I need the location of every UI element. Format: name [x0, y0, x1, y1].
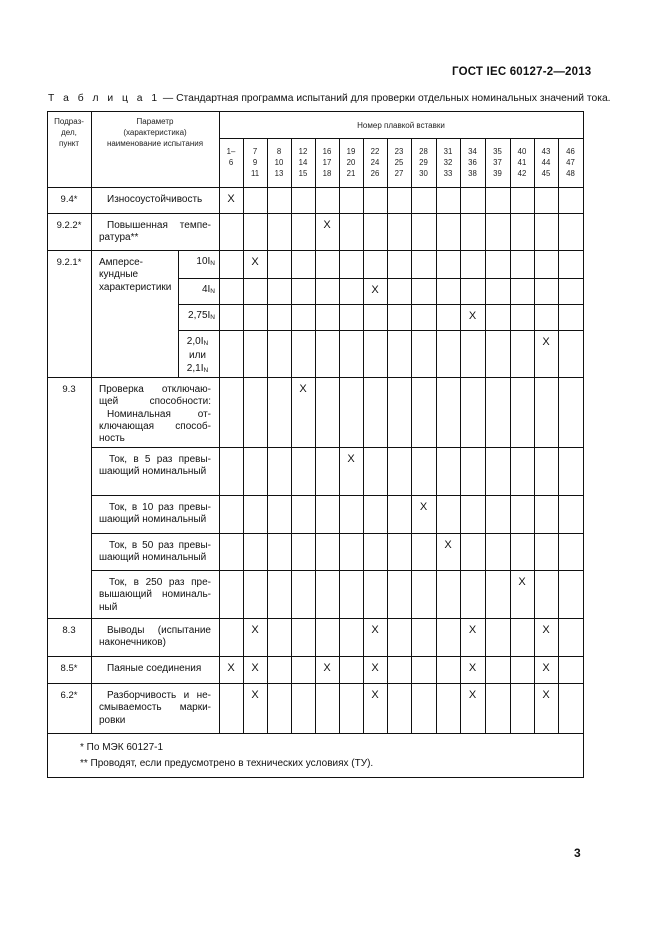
parameter-text-line: кундные — [99, 269, 139, 281]
parameter-cell — [99, 454, 211, 479]
parameter-text-line: характеристики — [99, 281, 172, 293]
test-mark: X — [251, 689, 259, 701]
parameter-text-line: наконечников) — [99, 637, 166, 649]
column-number-value: 16 — [322, 147, 332, 156]
parameter-text-line: шающий номинальный — [99, 466, 207, 478]
column-number-value: 24 — [370, 158, 380, 168]
current-multiplier-cell — [180, 256, 215, 270]
text-line: (характеристика) — [123, 128, 187, 137]
section-cell: 8.3 — [62, 625, 76, 636]
parameter-text-line: Повышенная темпе- — [107, 220, 211, 231]
test-mark: X — [371, 284, 379, 296]
multiplier-value — [202, 284, 215, 295]
parameter-cell — [99, 577, 211, 614]
multiplier-symbol: I — [200, 336, 204, 347]
test-mark: X — [542, 689, 550, 701]
parameter-text-line: Амперсе- — [99, 257, 143, 268]
column-number-value: 48 — [566, 169, 575, 179]
column-number-value: 6 — [228, 158, 234, 168]
column-number-value: 38 — [468, 169, 477, 179]
column-number-value: 18 — [322, 169, 332, 179]
current-multiplier-cell — [180, 310, 215, 324]
column-number-value: 13 — [274, 169, 284, 179]
parameter-text-line: вышающий номиналь- — [99, 589, 211, 601]
parameter-cell — [99, 194, 211, 206]
parameter-text-line: смываемость марки- — [99, 702, 211, 714]
column-number-value: 15 — [298, 169, 308, 179]
test-mark: X — [468, 662, 477, 674]
test-mark: X — [371, 689, 379, 701]
column-number-value: 42 — [517, 169, 527, 179]
parameter-cell — [99, 540, 211, 565]
column-number-value: 19 — [346, 147, 356, 156]
column-number-value: 47 — [566, 158, 575, 168]
column-number-header — [340, 146, 362, 180]
parameter-cell — [99, 625, 211, 650]
test-mark: X — [251, 662, 259, 674]
test-mark: X — [299, 383, 307, 395]
column-number-value: 32 — [443, 158, 453, 168]
parameter-text-line: Ток, в 50 раз превы- — [109, 540, 211, 551]
rule-line — [583, 111, 584, 777]
multiplier-value — [180, 336, 215, 350]
column-number-header — [559, 146, 582, 180]
column-number-value: 12 — [298, 147, 308, 156]
parameter-cell — [99, 663, 211, 675]
parameter-text-line: ность — [99, 433, 125, 445]
multiplier-value — [196, 256, 215, 267]
multiplier-symbol: I — [207, 256, 211, 267]
footnote: * По МЭК 60127-1 — [80, 742, 164, 753]
test-mark: X — [371, 624, 379, 636]
parameter-text-line: Износоустойчивость — [107, 194, 203, 205]
multiplier-symbol: I — [200, 362, 204, 374]
parameter-text-line: Паяные соединения — [107, 663, 202, 674]
parameter-text-line: Ток, в 5 раз превы- — [109, 454, 211, 465]
test-mark: X — [323, 662, 331, 674]
table-caption-prefix: Т а б л и ц а 1 — [48, 93, 161, 104]
test-mark: X — [518, 576, 526, 588]
column-number-header — [220, 146, 242, 180]
test-mark: X — [419, 501, 428, 513]
rule-line — [47, 733, 584, 734]
column-number-value: 30 — [419, 169, 428, 179]
parameter-text-line: Ток, в 10 раз превы- — [109, 502, 211, 513]
column-number-header — [437, 146, 459, 180]
column-number-value: 25 — [394, 158, 404, 168]
parameter-text-line: Ток, в 250 раз пре- — [109, 577, 211, 588]
parameter-cell — [99, 384, 211, 445]
column-number-value: 40 — [517, 147, 527, 156]
parameter-text-line: ный — [99, 601, 118, 613]
multiplier-symbol: I — [207, 284, 211, 295]
column-number-value: 1– — [226, 147, 236, 156]
column-number-value: 31 — [443, 147, 453, 156]
column-number-header — [268, 146, 290, 180]
test-mark: X — [251, 624, 259, 636]
test-mark: X — [542, 662, 550, 674]
section-cell: 9.2.2* — [56, 220, 82, 231]
column-number-header — [486, 146, 509, 180]
column-number-value: 23 — [394, 147, 404, 156]
rule-line — [219, 138, 583, 139]
multiplier-subscript: N — [210, 288, 215, 295]
column-number-value: 36 — [468, 158, 477, 168]
parameter-text-line: Номинальная от- — [107, 408, 211, 420]
column-number-value: 43 — [541, 147, 551, 156]
test-mark: X — [542, 624, 550, 636]
column-number-value: 44 — [541, 158, 551, 168]
multiplier-subscript: N — [210, 260, 215, 267]
parameter-text-line: шающий номинальный — [99, 552, 207, 564]
rule-line — [47, 111, 584, 112]
test-mark: X — [371, 662, 379, 674]
column-number-value: 8 — [276, 147, 282, 156]
column-number-value: 9 — [252, 158, 258, 168]
column-number-header — [412, 146, 435, 180]
test-mark: X — [323, 219, 331, 231]
multiplier-subscript: N — [210, 314, 215, 321]
test-mark: X — [468, 624, 477, 636]
multiplier-subscript: N — [203, 366, 209, 374]
column-number-value: 29 — [419, 158, 428, 168]
column-number-header — [511, 146, 533, 180]
page-number: 3 — [574, 846, 581, 860]
column-number-value: 34 — [468, 147, 477, 156]
section-cell: 9.2.1* — [56, 257, 82, 268]
multiplier-number: 2,75 — [188, 310, 208, 321]
parameter-cell — [99, 690, 211, 727]
multiplier-number: 2,1 — [186, 362, 201, 374]
test-mark: X — [347, 453, 355, 465]
column-number-value: 33 — [443, 169, 453, 179]
test-mark: X — [468, 689, 477, 701]
parameter-text-line: Разборчивость и не- — [107, 690, 211, 701]
parameter-text-line: Проверка отключаю- — [99, 384, 211, 395]
column-number-value: 26 — [370, 169, 380, 179]
parameter-text-line: шающий номинальный — [99, 514, 207, 526]
column-number-header — [244, 146, 266, 180]
column-number-header — [388, 146, 410, 180]
column-number-value: 28 — [419, 147, 428, 156]
text-line: Параметр — [136, 117, 174, 126]
column-number-value: 7 — [252, 147, 258, 156]
section-cell: 6.2* — [60, 690, 78, 701]
test-mark: X — [542, 336, 550, 348]
test-mark: X — [468, 310, 477, 322]
column-number-value: 27 — [394, 169, 404, 179]
current-multiplier-cell — [180, 336, 215, 377]
test-mark: X — [444, 539, 452, 551]
text-line: дел, — [61, 128, 77, 137]
column-number-header — [364, 146, 386, 180]
column-number-header — [461, 146, 484, 180]
rule-line — [47, 777, 584, 778]
footnote: ** Проводят, если предусмотрено в технических условиях (ТУ). — [80, 758, 374, 769]
multiplier-number: 4 — [201, 284, 208, 295]
parameter-cell — [99, 502, 211, 527]
multiplier-alt: или — [188, 350, 206, 362]
test-mark: X — [251, 256, 259, 268]
parameter-text-line: ключающая способ- — [99, 420, 211, 432]
column-number-header — [316, 146, 338, 180]
test-mark: X — [227, 662, 235, 674]
table-caption-text: — Стандартная программа испытаний для проверки отдельных номинальных значений тока. — [160, 93, 611, 104]
column-header-group: Номер плавкой вставки — [357, 121, 445, 130]
section-cell: 9.4* — [60, 194, 78, 205]
column-number-value: 46 — [566, 147, 575, 156]
parameter-text-line: щей способности: — [99, 396, 211, 408]
test-mark: X — [227, 193, 235, 205]
multiplier-subscript: N — [203, 340, 209, 347]
multiplier-value — [180, 363, 215, 377]
column-number-value: 37 — [493, 158, 502, 168]
multiplier-value — [188, 310, 215, 321]
text-line: пункт — [58, 139, 79, 148]
column-number-value: 39 — [493, 169, 502, 179]
column-number-value: 10 — [274, 158, 284, 168]
column-header-parameter — [92, 116, 218, 149]
current-multiplier-cell — [180, 284, 215, 298]
multiplier-symbol: I — [207, 310, 211, 321]
column-number-value: 17 — [322, 158, 332, 168]
column-number-value: 41 — [517, 158, 527, 168]
text-line: наименование испытания — [106, 139, 204, 148]
section-cell: 9.3 — [62, 384, 76, 395]
parameter-text-line: ровки — [99, 714, 126, 726]
column-header-section — [48, 116, 90, 149]
column-number-header — [535, 146, 557, 180]
column-number-value: 21 — [346, 169, 356, 179]
column-number-value: 22 — [370, 147, 380, 156]
text-line: Подраз- — [54, 117, 84, 126]
parameter-text-line: Выводы (испытание — [107, 625, 211, 636]
column-number-header — [292, 146, 314, 180]
column-number-value: 20 — [346, 158, 356, 168]
column-number-value: 14 — [298, 158, 308, 168]
parameter-cell — [99, 257, 170, 294]
document-header: ГОСТ IEC 60127-2—2013 — [452, 66, 592, 78]
parameter-text-line: ратура** — [99, 232, 139, 244]
column-number-value — [220, 168, 242, 179]
parameter-cell — [99, 220, 211, 245]
column-number-value: 35 — [493, 147, 502, 156]
section-cell: 8.5* — [60, 663, 78, 674]
multiplier-number: 2,0 — [186, 336, 201, 347]
multiplier-number: 10 — [196, 256, 208, 267]
column-number-value: 45 — [541, 169, 551, 179]
column-number-value: 11 — [250, 169, 260, 179]
